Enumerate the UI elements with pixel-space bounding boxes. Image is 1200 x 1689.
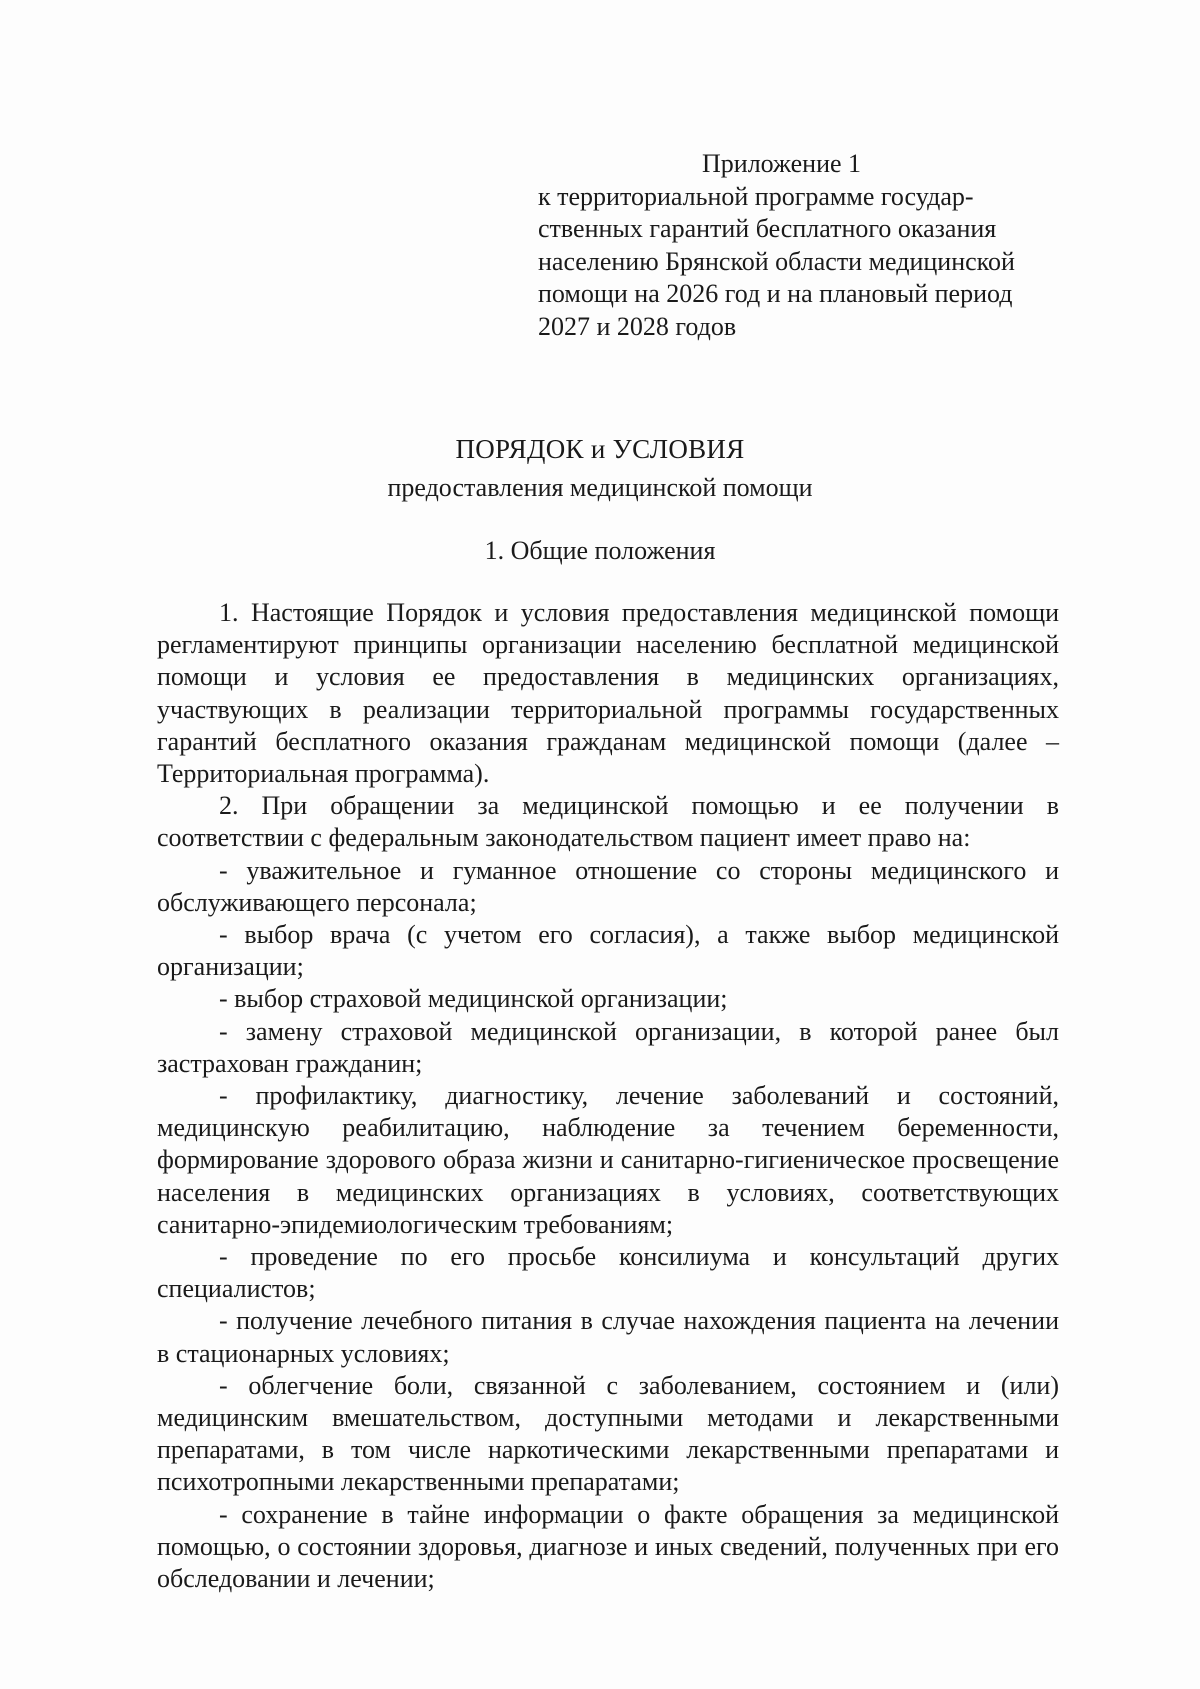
section-heading: 1. Общие положения: [484, 536, 716, 565]
appendix-line: населению Брянской области медицинской: [538, 246, 1015, 276]
document-body: [157, 597, 1059, 1595]
list-item: - проведение по его просьбе консилиума и консультаций других специалистов;: [157, 1242, 1059, 1304]
list-item: - выбор врача (с учетом его согласия), а также выбор медицинской организации;: [157, 920, 1059, 982]
paragraph: 1. Настоящие Порядок и условия предоставления медицинской помощи регламентируют принципы организации населению бесплатной медицинской помощи и условия ее предоставления в медицинских организациях, участвующих в реализации территориальной программы государственных гарантий бесплатного оказания гражданам медицинской помощи (далее – Территориальная программа).: [157, 598, 1059, 789]
paragraph: 2. При обращении за медицинской помощью и ее получении в соответствии с федеральным законодательством пациент имеет право на:: [157, 791, 1059, 853]
list-item: - профилактику, диагностику, лечение заболеваний и состояний, медицинскую реабилитацию, наблюдение за течением беременности, формирование здорового образа жизни и санитарно-гигиеническое просвещение населения в медицинских организациях в условиях, соответствующих санитарно-эпидемиологическим требованиям;: [157, 1081, 1059, 1239]
list-item: - сохранение в тайне информации о факте обращения за медицинской помощью, о состоянии здоровья, диагнозе и иных сведений, полученных при его обследовании и лечении;: [157, 1499, 1059, 1594]
appendix-header: [538, 148, 1058, 343]
list-item: - облегчение боли, связанной с заболеванием, состоянием и (или) медицинским вмешательством, доступными методами и лекарственными препаратами, в том числе наркотическими лекарственными препаратами и психотропными лекарственными препаратами;: [157, 1370, 1059, 1497]
appendix-line: к территориальной программе государ-: [538, 181, 974, 211]
appendix-line: 2027 и 2028 годов: [538, 311, 737, 341]
list-item: - получение лечебного питания в случае нахождения пациента на лечении в стационарных условиях;: [157, 1306, 1059, 1368]
document-subtitle: предоставления медицинской помощи: [387, 473, 813, 502]
list-item: - уважительное и гуманное отношение со стороны медицинского и обслуживающего персонала;: [157, 855, 1059, 917]
list-item: - выбор страховой медицинской организации;: [219, 984, 728, 1014]
appendix-line: помощи на 2026 год и на плановый период: [538, 279, 1013, 308]
appendix-title: Приложение 1: [702, 149, 862, 178]
appendix-line: ственных гарантий бесплатного оказания: [538, 214, 997, 243]
document-title: ПОРЯДОК и УСЛОВИЯ: [455, 434, 745, 464]
list-item: - замену страховой медицинской организации, в которой ранее был застрахован гражданин;: [157, 1016, 1059, 1078]
